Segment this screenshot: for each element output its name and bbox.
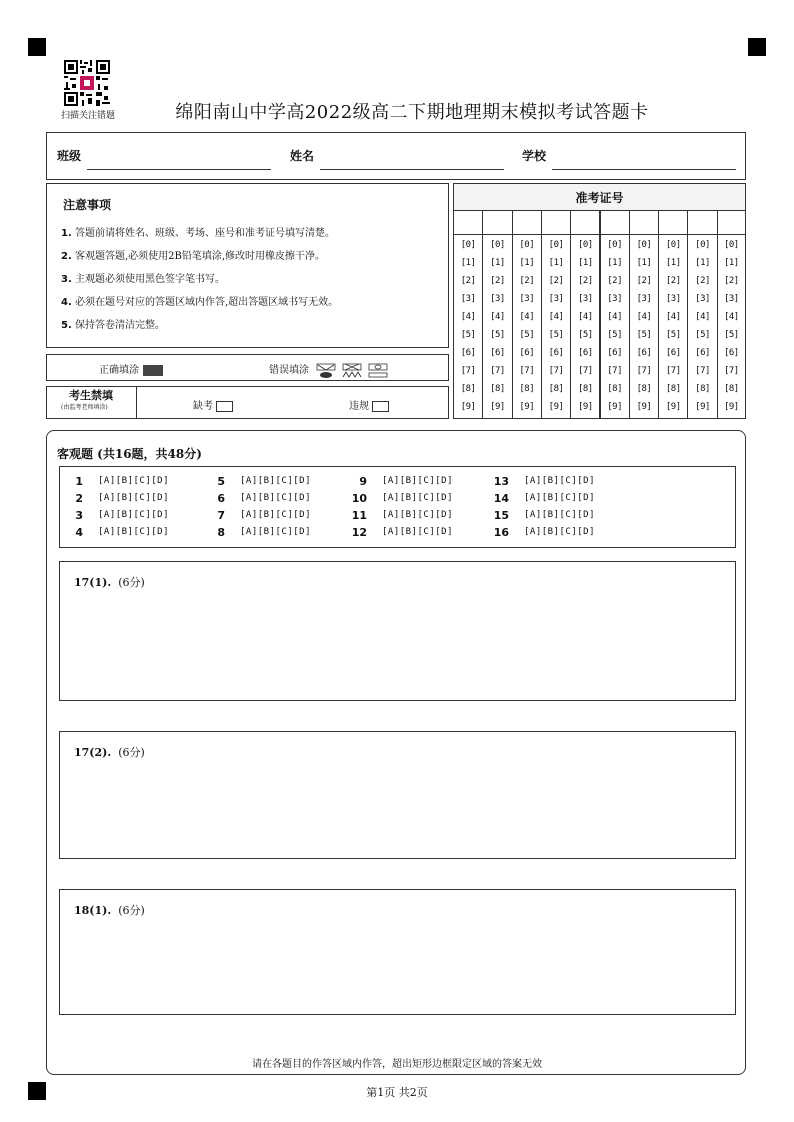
objective-title: 客观题 (共16题，共48分) bbox=[57, 447, 202, 461]
answer-bubbles[interactable]: [A][B][C][D] bbox=[240, 510, 312, 520]
exam-id-bubble[interactable]: [1] bbox=[490, 258, 505, 268]
exam-id-bubble[interactable]: [0] bbox=[665, 240, 681, 250]
exam-id-bubble[interactable]: [1] bbox=[577, 258, 593, 268]
exam-id-bubble[interactable]: [3] bbox=[519, 294, 535, 304]
exam-id-column bbox=[482, 211, 512, 419]
notice-item: 5. 保持答卷清洁完整。 bbox=[61, 320, 165, 331]
question-number: 14 bbox=[493, 492, 509, 505]
question-number: 2 bbox=[75, 492, 83, 505]
proctor-only-subtitle: (由监考老师填涂) bbox=[61, 404, 108, 411]
exam-id-bubble[interactable]: [7] bbox=[460, 366, 476, 376]
answer-bubbles[interactable]: [A][B][C][D] bbox=[524, 510, 596, 520]
answer-bubbles[interactable]: [A][B][C][D] bbox=[98, 527, 170, 537]
exam-id-bubble[interactable]: [3] bbox=[460, 294, 476, 304]
exam-id-bubble[interactable]: [7] bbox=[723, 366, 739, 376]
exam-id-bubble[interactable]: [5] bbox=[490, 330, 505, 340]
answer-bubbles[interactable]: [A][B][C][D] bbox=[98, 476, 170, 486]
answer-bubbles[interactable]: [A][B][C][D] bbox=[382, 476, 454, 486]
page-title: 绵阳南山中学高2022级高二下期地理期末模拟考试答题卡 bbox=[175, 102, 649, 123]
exam-id-write-cell[interactable] bbox=[513, 211, 541, 235]
exam-id-bubble[interactable]: [3] bbox=[636, 294, 652, 304]
question-number: 11 bbox=[351, 509, 367, 522]
multiple-choice-grid bbox=[59, 466, 736, 548]
exam-id-bubble[interactable]: [6] bbox=[636, 348, 652, 358]
exam-id-bubble[interactable]: [5] bbox=[577, 330, 593, 340]
qr-label: 扫描关注错题 bbox=[60, 111, 115, 121]
exam-id-column bbox=[600, 211, 630, 419]
exam-id-bubble[interactable]: [3] bbox=[723, 294, 739, 304]
wrong-fill-example: 错误填涂 bbox=[269, 361, 388, 379]
exam-id-bubble[interactable]: [7] bbox=[490, 366, 505, 376]
absent-checkbox[interactable] bbox=[216, 401, 233, 412]
corner-marker-top-right bbox=[748, 38, 766, 56]
exam-id-bubble[interactable]: [2] bbox=[607, 276, 623, 286]
exam-id-bubble[interactable]: [2] bbox=[519, 276, 535, 286]
exam-id-bubble[interactable]: [1] bbox=[665, 258, 681, 268]
correct-fill-example: 正确填涂 bbox=[99, 361, 163, 376]
absent-option[interactable]: 缺考 bbox=[193, 397, 233, 412]
exam-id-bubble[interactable]: [0] bbox=[519, 240, 535, 250]
exam-id-bubble[interactable]: [4] bbox=[548, 312, 564, 322]
exam-id-bubble[interactable]: [2] bbox=[665, 276, 681, 286]
exam-id-bubble[interactable]: [6] bbox=[723, 348, 739, 358]
exam-id-write-cell[interactable] bbox=[483, 211, 511, 235]
notice-item: 2. 客观题答题,必须使用2B铅笔填涂,修改时用橡皮擦干净。 bbox=[61, 251, 326, 262]
exam-id-column bbox=[541, 211, 571, 419]
exam-id-write-cell[interactable] bbox=[454, 211, 482, 235]
footer-note: 请在各题目的作答区域内作答，超出矩形边框限定区域的答案无效 bbox=[252, 1059, 542, 1070]
exam-id-column bbox=[687, 211, 717, 419]
exam-id-bubble[interactable]: [5] bbox=[695, 330, 710, 340]
correct-fill-swatch bbox=[143, 365, 163, 376]
exam-id-column bbox=[570, 211, 600, 419]
exam-id-bubble[interactable]: [8] bbox=[460, 384, 476, 394]
exam-id-write-cell[interactable] bbox=[659, 211, 687, 235]
exam-id-bubble[interactable]: [9] bbox=[665, 402, 681, 412]
exam-id-bubble[interactable]: [6] bbox=[548, 348, 564, 358]
exam-id-bubble[interactable]: [5] bbox=[665, 330, 681, 340]
exam-id-bubble[interactable]: [5] bbox=[636, 330, 652, 340]
exam-id-bubble[interactable]: [8] bbox=[665, 384, 681, 394]
exam-id-bubble[interactable]: [9] bbox=[460, 402, 476, 412]
exam-id-write-cell[interactable] bbox=[601, 211, 629, 235]
exam-id-bubble[interactable]: [2] bbox=[723, 276, 739, 286]
exam-id-bubble[interactable]: [6] bbox=[577, 348, 593, 358]
exam-id-bubble[interactable]: [2] bbox=[636, 276, 652, 286]
answer-bubbles[interactable]: [A][B][C][D] bbox=[382, 527, 454, 537]
exam-id-column bbox=[658, 211, 688, 419]
exam-id-bubble[interactable]: [1] bbox=[607, 258, 623, 268]
answer-box-17-1[interactable] bbox=[59, 561, 736, 701]
exam-id-bubble[interactable]: [5] bbox=[460, 330, 476, 340]
proctor-only-label-cell bbox=[47, 387, 137, 418]
answer-bubbles[interactable]: [A][B][C][D] bbox=[382, 493, 454, 503]
exam-id-bubble[interactable]: [4] bbox=[607, 312, 623, 322]
question-number: 4 bbox=[75, 526, 83, 539]
question-number: 13 bbox=[493, 475, 509, 488]
notice-item: 4. 必须在题号对应的答题区域内作答,超出答题区域书写无效。 bbox=[61, 297, 339, 308]
exam-id-bubble[interactable]: [1] bbox=[460, 258, 476, 268]
exam-id-bubble[interactable]: [9] bbox=[519, 402, 535, 412]
exam-id-bubble[interactable]: [0] bbox=[490, 240, 505, 250]
exam-id-bubble[interactable]: [0] bbox=[636, 240, 652, 250]
answer-bubbles[interactable]: [A][B][C][D] bbox=[524, 493, 596, 503]
exam-id-bubble[interactable]: [3] bbox=[490, 294, 505, 304]
exam-id-bubble[interactable]: [2] bbox=[577, 276, 593, 286]
question-number: 10 bbox=[351, 492, 367, 505]
answer-bubbles[interactable]: [A][B][C][D] bbox=[240, 476, 312, 486]
exam-id-bubble[interactable]: [4] bbox=[460, 312, 476, 322]
exam-id-bubble[interactable]: [9] bbox=[607, 402, 623, 412]
exam-id-write-cell[interactable] bbox=[571, 211, 599, 235]
exam-id-column bbox=[453, 211, 483, 419]
exam-id-bubble[interactable]: [4] bbox=[636, 312, 652, 322]
exam-id-bubble[interactable]: [5] bbox=[723, 330, 739, 340]
exam-id-bubble[interactable]: [7] bbox=[548, 366, 564, 376]
exam-id-bubble[interactable]: [4] bbox=[519, 312, 535, 322]
exam-id-bubble[interactable]: [8] bbox=[636, 384, 652, 394]
exam-id-write-cell[interactable] bbox=[718, 211, 745, 235]
exam-id-bubble[interactable]: [2] bbox=[460, 276, 476, 286]
question-number: 5 bbox=[217, 475, 225, 488]
question-number: 3 bbox=[75, 509, 83, 522]
notice-item: 1. 答题前请将姓名、班级、考场、座号和准考证号填写清楚。 bbox=[61, 228, 335, 239]
exam-id-bubble[interactable]: [6] bbox=[665, 348, 681, 358]
exam-id-bubble[interactable]: [1] bbox=[723, 258, 739, 268]
exam-id-bubble[interactable]: [7] bbox=[607, 366, 623, 376]
exam-id-bubble[interactable]: [0] bbox=[723, 240, 739, 250]
question-number: 9 bbox=[359, 475, 367, 488]
answer-box-18-1[interactable] bbox=[59, 889, 736, 1015]
exam-id-bubble[interactable]: [6] bbox=[519, 348, 535, 358]
exam-id-bubble[interactable]: [7] bbox=[577, 366, 593, 376]
exam-id-bubble[interactable]: [3] bbox=[577, 294, 593, 304]
answer-bubbles[interactable]: [A][B][C][D] bbox=[524, 476, 596, 486]
violation-option[interactable]: 违规 bbox=[349, 397, 389, 412]
student-info-row bbox=[46, 132, 746, 180]
exam-id-bubble[interactable]: [8] bbox=[607, 384, 623, 394]
exam-id-bubble[interactable]: [9] bbox=[695, 402, 710, 412]
exam-id-bubble[interactable]: [9] bbox=[723, 402, 739, 412]
question-label: 17(2). (6分) bbox=[74, 746, 145, 759]
exam-id-bubble[interactable]: [5] bbox=[548, 330, 564, 340]
question-number: 12 bbox=[351, 526, 367, 539]
answer-bubbles[interactable]: [A][B][C][D] bbox=[382, 510, 454, 520]
question-number: 1 bbox=[75, 475, 83, 488]
exam-id-bubble[interactable]: [8] bbox=[695, 384, 710, 394]
exam-id-bubble[interactable]: [0] bbox=[695, 240, 710, 250]
exam-id-bubble[interactable]: [8] bbox=[577, 384, 593, 394]
exam-id-column bbox=[512, 211, 542, 419]
corner-marker-top-left bbox=[28, 38, 46, 56]
exam-id-write-cell[interactable] bbox=[630, 211, 658, 235]
exam-id-bubble[interactable]: [3] bbox=[607, 294, 623, 304]
exam-id-bubble[interactable]: [1] bbox=[519, 258, 535, 268]
exam-id-column bbox=[629, 211, 659, 419]
proctor-only-row bbox=[46, 386, 449, 419]
exam-id-bubble[interactable]: [7] bbox=[519, 366, 535, 376]
exam-id-bubble[interactable]: [9] bbox=[577, 402, 593, 412]
fill-example-row bbox=[46, 354, 449, 381]
exam-id-bubble[interactable]: [2] bbox=[548, 276, 564, 286]
exam-id-bubble[interactable]: [0] bbox=[460, 240, 476, 250]
answer-box-17-2[interactable] bbox=[59, 731, 736, 859]
exam-id-bubble[interactable]: [4] bbox=[490, 312, 505, 322]
exam-id-bubble[interactable]: [7] bbox=[665, 366, 681, 376]
exam-id-write-cell[interactable] bbox=[542, 211, 570, 235]
exam-id-bubble[interactable]: [9] bbox=[636, 402, 652, 412]
question-number: 16 bbox=[493, 526, 509, 539]
notice-title: 注意事项 bbox=[63, 198, 112, 212]
page-number: 第1页 共2页 bbox=[366, 1086, 428, 1099]
question-number: 7 bbox=[217, 509, 225, 522]
notice-box bbox=[46, 183, 449, 348]
school-field[interactable] bbox=[552, 169, 736, 170]
question-number: 6 bbox=[217, 492, 225, 505]
exam-id-bubble[interactable]: [6] bbox=[695, 348, 710, 358]
name-field[interactable] bbox=[320, 169, 504, 170]
answer-bubbles[interactable]: [A][B][C][D] bbox=[98, 493, 170, 503]
exam-id-column bbox=[717, 211, 746, 419]
exam-id-bubble[interactable]: [9] bbox=[490, 402, 505, 412]
exam-id-bubble[interactable]: [2] bbox=[695, 276, 710, 286]
answer-area bbox=[46, 430, 746, 1075]
exam-id-bubble[interactable]: [1] bbox=[695, 258, 710, 268]
exam-id-bubble[interactable]: [7] bbox=[636, 366, 652, 376]
question-number: 15 bbox=[493, 509, 509, 522]
exam-id-title: 准考证号 bbox=[453, 183, 746, 211]
question-label: 18(1). (6分) bbox=[74, 904, 145, 917]
exam-id-bubble[interactable]: [0] bbox=[607, 240, 623, 250]
proctor-only-title: 考生禁填 bbox=[69, 389, 113, 402]
exam-id-bubble[interactable]: [4] bbox=[665, 312, 681, 322]
wrong-fill-icons bbox=[316, 363, 388, 379]
exam-id-grid bbox=[453, 183, 746, 419]
school-label: 学校 bbox=[522, 149, 547, 163]
exam-id-bubble[interactable]: [8] bbox=[548, 384, 564, 394]
exam-id-bubble[interactable]: [4] bbox=[695, 312, 710, 322]
exam-id-bubble[interactable]: [8] bbox=[519, 384, 535, 394]
exam-id-bubble[interactable]: [8] bbox=[490, 384, 505, 394]
notice-item: 3. 主观题必须使用黑色签字笔书写。 bbox=[61, 274, 225, 285]
exam-id-bubble[interactable]: [1] bbox=[548, 258, 564, 268]
exam-id-bubble[interactable]: [0] bbox=[548, 240, 564, 250]
name-label: 姓名 bbox=[290, 149, 315, 163]
exam-id-bubble[interactable]: [3] bbox=[548, 294, 564, 304]
answer-bubbles[interactable]: [A][B][C][D] bbox=[524, 527, 596, 537]
exam-id-bubble[interactable]: [6] bbox=[490, 348, 505, 358]
exam-id-bubble[interactable]: [4] bbox=[577, 312, 593, 322]
exam-id-bubble[interactable]: [5] bbox=[519, 330, 535, 340]
exam-id-bubble[interactable]: [1] bbox=[636, 258, 652, 268]
question-label: 17(1). (6分) bbox=[74, 576, 145, 589]
exam-id-bubble[interactable]: [9] bbox=[548, 402, 564, 412]
class-field[interactable] bbox=[87, 169, 271, 170]
exam-id-write-cell[interactable] bbox=[688, 211, 716, 235]
answer-bubbles[interactable]: [A][B][C][D] bbox=[240, 493, 312, 503]
exam-id-bubble[interactable]: [2] bbox=[490, 276, 505, 286]
answer-bubbles[interactable]: [A][B][C][D] bbox=[240, 527, 312, 537]
exam-id-bubble[interactable]: [6] bbox=[607, 348, 623, 358]
exam-id-bubble[interactable]: [3] bbox=[695, 294, 710, 304]
exam-id-bubble[interactable]: [8] bbox=[723, 384, 739, 394]
exam-id-bubble[interactable]: [3] bbox=[665, 294, 681, 304]
exam-id-bubble[interactable]: [7] bbox=[695, 366, 710, 376]
class-label: 班级 bbox=[57, 149, 82, 163]
exam-id-bubble[interactable]: [0] bbox=[577, 240, 593, 250]
answer-bubbles[interactable]: [A][B][C][D] bbox=[98, 510, 170, 520]
violation-checkbox[interactable] bbox=[372, 401, 389, 412]
question-number: 8 bbox=[217, 526, 225, 539]
exam-id-bubble[interactable]: [6] bbox=[460, 348, 476, 358]
exam-id-bubble[interactable]: [5] bbox=[607, 330, 623, 340]
exam-id-bubble[interactable]: [4] bbox=[723, 312, 739, 322]
